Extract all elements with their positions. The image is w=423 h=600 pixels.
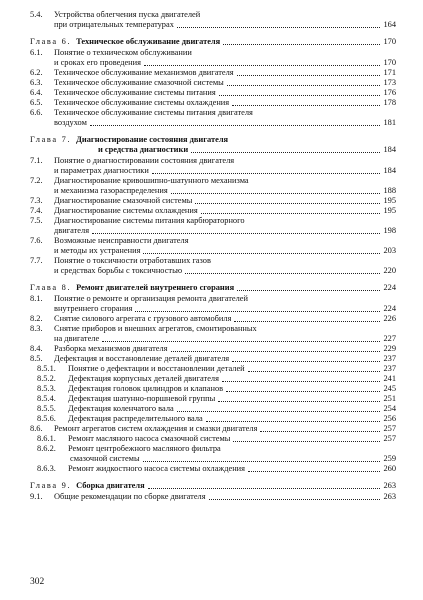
entry-page-number: 224 [383, 304, 396, 313]
toc-chapter [30, 481, 396, 491]
section-number: 8.5.5. [37, 404, 56, 413]
entry-page-number: 170 [383, 58, 396, 67]
entry-title: Диагностирование системы питания карбюраторного [54, 216, 245, 225]
section-number: 7.3. [30, 196, 43, 205]
entry-page-number: 195 [383, 196, 396, 205]
leader-dots [177, 411, 380, 412]
entry-page-number: 173 [383, 78, 396, 87]
leader-dots [232, 361, 380, 362]
toc-entry [30, 354, 396, 364]
toc-chapter [30, 283, 396, 293]
toc-entry [30, 444, 396, 464]
toc-entry [30, 314, 396, 324]
section-number: 8.2. [30, 314, 43, 323]
entry-page-number: 260 [383, 464, 396, 473]
entry-title: Общие рекомендации по сборке двигателя [54, 492, 206, 501]
entry-title: Понятие о техническом обслуживании [54, 48, 192, 57]
toc-entry [30, 324, 396, 344]
toc-entry [30, 294, 396, 314]
chapter-label: Глава [30, 135, 58, 144]
leader-dots [222, 381, 380, 382]
table-of-contents [30, 10, 396, 502]
entry-title: Дефектация шатунно-поршневой группы [68, 394, 216, 403]
entry-title: Понятие о ремонте и организация ремонта двигателей [54, 294, 248, 303]
entry-title: двигателя [54, 226, 90, 235]
toc-entry [30, 78, 396, 88]
entry-title: Дефектация коленчатого вала [68, 404, 174, 413]
section-number: 8.5.1. [37, 364, 56, 373]
leader-dots [195, 203, 380, 204]
entry-title: Диагностирование состояния двигателя [76, 135, 229, 144]
toc-entry [30, 374, 396, 384]
entry-title: Дефектация и восстановление деталей двигателя [54, 354, 230, 363]
entry-page-number: 256 [383, 414, 396, 423]
section-number: 8.5.2. [37, 374, 56, 383]
section-number: 8.6.3. [37, 464, 56, 473]
entry-page-number: 188 [383, 186, 396, 195]
section-number: 6.1. [30, 48, 43, 57]
section-number: 8.6.2. [37, 444, 56, 453]
entry-title: Дефектация распределительного вала [68, 414, 203, 423]
leader-dots [226, 391, 380, 392]
toc-entry [30, 236, 396, 256]
entry-title: воздухом [54, 118, 87, 127]
entry-page-number: 227 [383, 334, 396, 343]
section-number: 8.1. [30, 294, 43, 303]
section-number: 8.5.3. [37, 384, 56, 393]
leader-dots [219, 95, 380, 96]
leader-dots [191, 152, 380, 153]
entry-title: Диагностирование смазочной системы [54, 196, 193, 205]
entry-title: Ремонт жидкостного насоса системы охлаждения [68, 464, 246, 473]
entry-title: и параметрах диагностики [54, 166, 149, 175]
chapter-label: Глава [30, 283, 58, 292]
entry-title: Техническое обслуживание механизмов двигателя [54, 68, 234, 77]
entry-page-number: 237 [383, 364, 396, 373]
section-number: 6.5. [30, 98, 43, 107]
entry-page-number: 181 [383, 118, 396, 127]
toc-entry [30, 394, 396, 404]
entry-title: Техническое обслуживание системы питания [54, 88, 216, 97]
entry-page-number: 245 [383, 384, 396, 393]
leader-dots [171, 193, 380, 194]
entry-title: Ремонт двигателей внутреннего сгорания [76, 283, 235, 292]
toc-entry [30, 156, 396, 176]
leader-dots [227, 85, 380, 86]
entry-page-number: 254 [383, 404, 396, 413]
entry-page-number: 226 [383, 314, 396, 323]
section-number: 7.4. [30, 206, 43, 215]
leader-dots [177, 27, 380, 28]
section-number: 8.5.4. [37, 394, 56, 403]
entry-title: Диагностирование системы охлаждения [54, 206, 198, 215]
entry-title: и средства диагностики [98, 145, 189, 154]
section-number: 6.4. [30, 88, 43, 97]
toc-entry [30, 98, 396, 108]
entry-title: Снятие силового агрегата с грузового автомобиля [54, 314, 232, 323]
leader-dots [248, 471, 380, 472]
entry-page-number: 176 [383, 88, 396, 97]
leader-dots [218, 401, 380, 402]
section-number: 7.7. [30, 256, 43, 265]
section-number: 8.4. [30, 344, 43, 353]
entry-title: Устройства облегчения пуска двигателей [54, 10, 201, 19]
toc-entry [30, 216, 396, 236]
entry-title: и методы их устранения [54, 246, 141, 255]
section-number: 7.5. [30, 216, 43, 225]
entry-page-number: 203 [383, 246, 396, 255]
entry-title: Разборка механизмов двигателя [54, 344, 168, 353]
toc-entry [30, 424, 396, 434]
toc-entry [30, 176, 396, 196]
toc-entry [30, 434, 396, 444]
section-number: 9.1. [30, 492, 43, 501]
entry-title: и механизма газораспределения [54, 186, 168, 195]
entry-page-number: 178 [383, 98, 396, 107]
entry-title: Дефектация корпусных деталей двигателя [68, 374, 219, 383]
chapter-number: 6. [61, 37, 72, 46]
entry-title: Техническое обслуживание двигателя [76, 37, 221, 46]
section-number: 7.1. [30, 156, 43, 165]
leader-dots [237, 290, 380, 291]
section-number: 5.4. [30, 10, 43, 19]
entry-title: Сборка двигателя [76, 481, 145, 490]
toc-entry [30, 88, 396, 98]
entry-page-number: 184 [383, 166, 396, 175]
entry-page-number: 198 [383, 226, 396, 235]
entry-page-number: 259 [383, 454, 396, 463]
section-number: 8.5. [30, 354, 43, 363]
entry-page-number: 171 [383, 68, 396, 77]
entry-title: Понятие о диагностировании состояния двигателя [54, 156, 235, 165]
leader-dots [248, 371, 380, 372]
leader-dots [171, 351, 380, 352]
section-number: 8.5.6. [37, 414, 56, 423]
leader-dots [233, 441, 380, 442]
entry-title: и сроках его проведения [54, 58, 141, 67]
entry-title: при отрицательных температурах [54, 20, 174, 29]
toc-entry [30, 108, 396, 128]
leader-dots [206, 421, 380, 422]
entry-page-number: 224 [383, 283, 396, 292]
entry-page-number: 220 [383, 266, 396, 275]
toc-entry [30, 404, 396, 414]
entry-title: Техническое обслуживание системы питания двигателя [54, 108, 253, 117]
entry-title: смазочной системы [70, 454, 140, 463]
toc-entry [30, 364, 396, 374]
entry-title: Техническое обслуживание смазочной системы [54, 78, 224, 87]
section-number: 7.2. [30, 176, 43, 185]
section-number: 7.6. [30, 236, 43, 245]
entry-title: Ремонт агрегатов систем охлаждения и смазки двигателя [54, 424, 258, 433]
entry-page-number: 164 [383, 20, 396, 29]
entry-title: Ремонт масляного насоса смазочной системы [68, 434, 231, 443]
entry-title: Диагностирование кривошипно-шатунного механизма [54, 176, 249, 185]
toc-entry [30, 206, 396, 216]
leader-dots [185, 273, 380, 274]
entry-title: Дефектация головок цилиндров и клапанов [68, 384, 224, 393]
entry-page-number: 195 [383, 206, 396, 215]
entry-title: Возможные неисправности двигателя [54, 236, 189, 245]
leader-dots [232, 105, 380, 106]
leader-dots [223, 44, 380, 45]
entry-page-number: 241 [383, 374, 396, 383]
entry-title: на двигателе [54, 334, 100, 343]
section-number: 8.6. [30, 424, 43, 433]
leader-dots [152, 173, 380, 174]
entry-title: и средствах борьбы с токсичностью [54, 266, 183, 275]
chapter-number: 8. [61, 283, 72, 292]
section-number: 6.2. [30, 68, 43, 77]
toc-entry [30, 10, 396, 30]
entry-title: Понятие о токсичности отработавших газов [54, 256, 211, 265]
leader-dots [237, 75, 380, 76]
leader-dots [260, 431, 380, 432]
toc-entry [30, 344, 396, 354]
entry-page-number: 263 [383, 481, 396, 490]
chapter-label: Глава [30, 37, 58, 46]
chapter-label: Глава [30, 481, 58, 490]
page-number: 302 [30, 577, 45, 587]
chapter-number: 9. [61, 481, 72, 490]
entry-title: Техническое обслуживание системы охлаждения [54, 98, 230, 107]
leader-dots [234, 321, 380, 322]
section-number: 8.6.1. [37, 434, 56, 443]
leader-dots [92, 233, 380, 234]
toc-entry [30, 256, 396, 276]
leader-dots [102, 341, 380, 342]
entry-title: внутреннего сгорания [54, 304, 133, 313]
chapter-number: 7. [61, 135, 72, 144]
toc-entry [30, 196, 396, 206]
leader-dots [201, 213, 380, 214]
toc-entry [30, 414, 396, 424]
leader-dots [143, 461, 380, 462]
leader-dots [148, 488, 380, 489]
entry-title: Снятие приборов и внешних агрегатов, смонтированных [54, 324, 257, 333]
section-number: 6.3. [30, 78, 43, 87]
entry-page-number: 184 [383, 145, 396, 154]
entry-page-number: 237 [383, 354, 396, 363]
leader-dots [90, 125, 380, 126]
entry-title: Понятие о дефектации и восстановлении деталей [68, 364, 245, 373]
entry-title: Ремонт центробежного масляного фильтра [68, 444, 221, 453]
toc-entry [30, 48, 396, 68]
toc-entry [30, 492, 396, 502]
section-number: 6.6. [30, 108, 43, 117]
entry-page-number: 263 [383, 492, 396, 501]
entry-page-number: 257 [383, 424, 396, 433]
toc-chapter [30, 135, 396, 155]
toc-entry [30, 464, 396, 474]
entry-page-number: 257 [383, 434, 396, 443]
leader-dots [144, 65, 380, 66]
entry-page-number: 229 [383, 344, 396, 353]
leader-dots [135, 311, 380, 312]
entry-page-number: 251 [383, 394, 396, 403]
section-number: 8.3. [30, 324, 43, 333]
entry-page-number: 170 [383, 37, 396, 46]
leader-dots [209, 499, 380, 500]
toc-entry [30, 384, 396, 394]
leader-dots [143, 253, 380, 254]
toc-entry [30, 68, 396, 78]
toc-chapter [30, 37, 396, 47]
